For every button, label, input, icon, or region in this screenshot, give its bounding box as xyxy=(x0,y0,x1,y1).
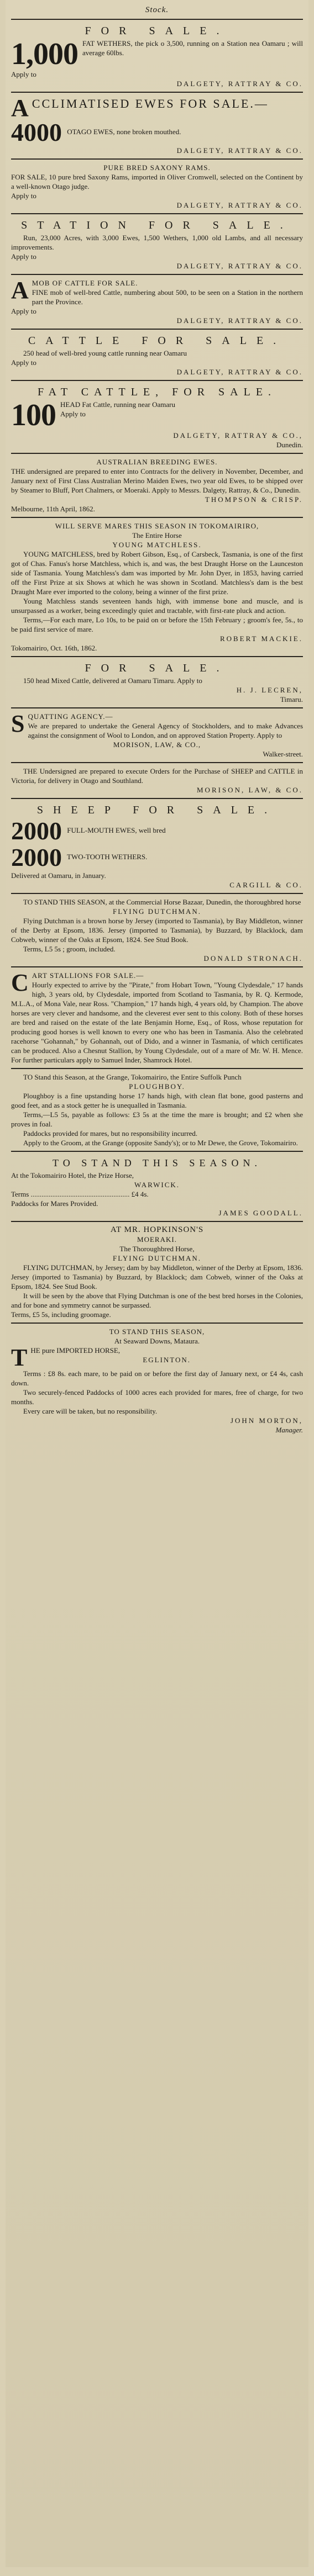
ad-otago-ewes xyxy=(11,96,303,155)
divider xyxy=(11,966,303,967)
ad-terms: Terms : £8 8s. each mare, to be paid on or before the first day of January next, or £4 4s, cash down. xyxy=(11,1369,303,1387)
ad-heading: PURE BRED SAXONY RAMS. xyxy=(103,163,211,172)
ad-heading: CATTLE FOR SALE. xyxy=(28,335,286,347)
ad-signature: THOMPSON & CRISP. xyxy=(205,495,303,504)
ad-pedigree: Flying Dutchman is a brown horse by Jersey (imported to Tasmania), by Bay Middleton, winner of the Derby at Epsom, 1836. Jersey (imported to Tasmania), by Buzzard, by Blacklock, dam Cobweb, winner of the Oaks at Epsom, 1824. See Stud Book. xyxy=(11,917,303,944)
divider xyxy=(11,1068,303,1069)
ad-eglinton xyxy=(11,1327,303,1435)
ad-heading: AUSTRALIAN BREEDING EWES. xyxy=(96,458,218,466)
ad-fat-cattle xyxy=(11,384,303,449)
ad-dropcap: A xyxy=(11,94,29,121)
horse-name: FLYING DUTCHMAN. xyxy=(113,1254,201,1262)
ad-signature: DALGETY, RATTRAY & CO. xyxy=(176,368,303,376)
ad-signature: H. J. LECREN, xyxy=(236,686,303,694)
ad-cattle-sale xyxy=(11,333,303,377)
ad-mob-cattle xyxy=(11,278,303,325)
ad-paddocks: Paddocks for Mares Provided. xyxy=(11,1199,98,1208)
horse-name: YOUNG MATCHLESS. xyxy=(112,541,202,549)
ad-signature: JAMES GOODALL. xyxy=(218,1209,303,1217)
ad-heading: SHEEP FOR SALE. xyxy=(36,804,278,816)
ad-title: Manager. xyxy=(275,1426,303,1434)
ad-place: Dunedin. xyxy=(276,441,303,449)
ad-breeding-ewes xyxy=(11,457,303,514)
ad-place: Timaru. xyxy=(280,695,303,703)
ad-number: 2000 xyxy=(11,843,62,871)
divider xyxy=(11,274,303,275)
divider xyxy=(11,517,303,518)
ad-paddocks: Two securely-fenced Paddocks of 1000 acres each provided for mares, free of charge, for two months. xyxy=(11,1388,303,1406)
ad-heading: FAT CATTLE, FOR SALE. xyxy=(37,386,277,398)
ad-body: HEAD Fat Cattle, running near Oamaru xyxy=(60,400,175,409)
ad-flying-dutchman-dunedin xyxy=(11,897,303,963)
ad-signature: DALGETY, RATTRAY & CO. xyxy=(176,146,303,155)
ad-signature: DALGETY, RATTRAY & CO. xyxy=(176,80,303,88)
ad-ploughboy xyxy=(11,1072,303,1147)
ad-place-date: Melbourne, 11th April, 1862. xyxy=(11,505,95,513)
ad-cart-stallions xyxy=(11,971,303,1065)
ad-heading: AT MR. HOPKINSON'S xyxy=(110,1225,204,1234)
ad-heading: FOR SALE. xyxy=(85,25,229,37)
ad-body: 150 head Mixed Cattle, delivered at Oamaru Timaru. Apply to xyxy=(23,676,202,685)
ad-body: FOR SALE, 10 pure bred Saxony Rams, imported in Oliver Cromwell, selected on the Continent by a well-known Otago judge. xyxy=(11,173,303,191)
divider xyxy=(11,656,303,657)
ad-number: 4000 xyxy=(11,118,62,146)
ad-heading: THE Undersigned are prepared to execute Orders for the Purchase of SHEEP and CATTLE in Victoria, for delivery in Otago and Southland. xyxy=(11,767,303,785)
ad-terms: Terms,—For each mare, Lo 10s, to be paid on or before the 15th February ; groom's fee, 5s., to be paid first service of mare. xyxy=(11,616,303,633)
ad-apply: Apply to xyxy=(11,358,36,367)
divider xyxy=(11,1323,303,1324)
ad-terms: Terms, £5 5s, including groomage. xyxy=(11,1310,111,1319)
ad-line: TWO-TOOTH WETHERS. xyxy=(67,852,148,861)
divider xyxy=(11,213,303,214)
divider xyxy=(11,380,303,381)
ad-paddocks: Paddocks provided for mares, but no responsibility incurred. xyxy=(23,1129,198,1138)
ad-signature: DALGETY, RATTRAY & CO. xyxy=(176,201,303,209)
ad-heading: TO Stand this Season, at the Grange, Tokomairiro, the Entire Suffolk Punch xyxy=(23,1073,242,1081)
ad-signature: CARGILL & CO. xyxy=(229,881,303,889)
ad-signature: DONALD STRONACH. xyxy=(203,954,303,962)
ad-terms-label: Terms xyxy=(11,1190,29,1198)
ad-heading: FOR SALE. xyxy=(85,662,229,674)
ad-intro: HE pure IMPORTED HORSE, xyxy=(30,1346,121,1355)
ad-squatting-agency xyxy=(11,712,303,759)
ad-signature: MORISON, LAW, & CO., xyxy=(113,740,201,749)
ad-heading: WILL SERVE MARES THIS SEASON IN TOKOMAIRIRO, xyxy=(55,522,259,530)
ad-signature: MORISON, LAW, & CO. xyxy=(197,786,303,794)
horse-name: FLYING DUTCHMAN. xyxy=(113,907,201,916)
ad-body: Run, 23,000 Acres, with 3,000 Ewes, 1,500 Wethers, 1,000 old Lambs, and all necessary improvements. xyxy=(11,234,303,251)
ad-description: Ploughboy is a fine upstanding horse 17 hands high, with clean flat bone, good pasterns and good feet, and as a stock getter he is unequalled in Tasmania. xyxy=(11,1092,303,1109)
ad-body: FAT WETHERS, the pick o 3,500, running on a Station nea Oamaru ; will average 60lbs. xyxy=(82,39,303,57)
ad-dropcap: A xyxy=(11,277,29,304)
ad-heading: STATION FOR SALE. xyxy=(21,219,293,231)
horse-name: WARWICK. xyxy=(134,1181,180,1189)
divider xyxy=(11,707,303,708)
ad-delivery: Delivered at Oamaru, in January. xyxy=(11,871,106,880)
ad-terms: Terms, L5 5s ; groom, included. xyxy=(23,945,116,953)
ad-flying-dutchman-moeraki xyxy=(11,1225,303,1319)
divider xyxy=(11,762,303,763)
ad-body: OTAGO EWES, none broken mouthed. xyxy=(67,127,181,136)
ad-pedigree: YOUNG MATCHLESS, bred by Robert Gibson, Esq., of Carsbeck, Tasmania, is one of the first got of Chas. Fanus's horse Matchless, which is, and was, the best Draught Horse on the Launceston side of Tasmania. Young Matchless's dam was imported by Mr. John Dyer, in 1853, having carried off the First Prize at six Shows at which he was shown in Scotland. Matchless's dam is the best Draught Mare ever imported to the colony, being a winner of the first prize. xyxy=(11,550,303,596)
ad-number: 100 xyxy=(11,398,56,432)
ad-place: MOERAKI. xyxy=(137,1235,177,1244)
ad-terms: Terms,—L5 5s, payable as follows: £3 5s at the time the mare is brought; and £2 when she proves in foal. xyxy=(11,1110,303,1128)
divider xyxy=(11,329,303,330)
ad-number: 1,000 xyxy=(11,37,78,71)
ad-young-matchless xyxy=(11,521,303,653)
ad-dropcap: C xyxy=(11,969,29,996)
ad-description: Young Matchless stands seventeen hands high, with immense bone and muscle, and is unsurpassed as a worker, being exceedingly quiet and tractable, with first-rate pluck and action. xyxy=(11,597,303,615)
divider xyxy=(11,1151,303,1152)
ad-dropcap: T xyxy=(11,1344,28,1371)
ad-sheep-sale xyxy=(11,802,303,890)
ad-heading: MOB OF CATTLE FOR SALE. xyxy=(32,279,138,287)
ad-place: Walker-street. xyxy=(263,750,303,758)
horse-name: EGLINTON. xyxy=(143,1356,191,1364)
ad-body: THE undersigned are prepared to enter into Contracts for the delivery in November, December, and January next of First Class Australian Merino Maiden Ewes, two year old Ewes, to be shipped over by Steamer to Bluff, Port Chalmers, or Moeraki. Apply to Messrs. Dalgety, Rattray, & Co., Dunedin. xyxy=(11,467,303,494)
ad-apply: Apply to xyxy=(11,192,36,200)
ad-apply: Apply to xyxy=(60,410,86,418)
ad-purchase-orders xyxy=(11,766,303,795)
ad-apply: Apply to the Groom, at the Grange (opposite Sandy's); or to Mr Dewe, the Grove, Tokomairiro. xyxy=(23,1139,298,1147)
ad-signature: ROBERT MACKIE. xyxy=(219,634,303,643)
ad-location: At Seaward Downs, Mataura. xyxy=(114,1337,200,1345)
ad-signature: JOHN MORTON, xyxy=(230,1416,303,1425)
ad-saxony-rams xyxy=(11,163,303,210)
divider xyxy=(11,19,303,20)
horse-name: PLOUGHBOY. xyxy=(129,1082,185,1091)
ad-apply: Apply to xyxy=(11,307,36,315)
ad-fat-wethers xyxy=(11,23,303,88)
divider xyxy=(11,92,303,93)
ad-body: Hourly expected to arrive by the "Pirate," from Hobart Town, "Young Clydesdale," 17 hands high, 3 years old, by Clydesdale, imported from Scotland to Tasmania, by R. Q. Kermode, M.L.A., of Mona Vale, near Ross. "Champion," 17 hands high, 4 years old, by Champion. The above horses are very clever and handsome, and the cleverest ever sent to this colony. Both of these horses are bred and raised on the estate of the late Benjamin Horne, Esq., of Ross, whose reputation for producing good horses is well known to every one who has been in Tasmania. Also the celebrated racehorse "Gohannah," by Gohannah, out of Dido, and a winner in Tasmania, of which certificates can be produced. Also a Chesnut Stallion, by Young Clydesdale, out of a mare of Mr. W. H. Mence. For further particulars apply to Samuel Inder, Shamrock Hotel. xyxy=(11,981,303,1064)
ad-body: We are prepared to undertake the General Agency of Stockholders, and to make Advances against the consignment of Wool to London, and on approved Station Property. Apply to xyxy=(28,722,303,739)
ad-mixed-cattle xyxy=(11,660,303,704)
ad-apply: Apply to xyxy=(11,70,36,78)
ad-heading: CCLIMATISED EWES FOR SALE.— xyxy=(32,97,269,110)
ad-responsibility: Every care will be taken, but no responsibility. xyxy=(23,1407,158,1415)
ad-description: It will be seen by the above that Flying Dutchman is one of the best bred horses in the Colonies, and for bone and symmetry cannot be surpassed. xyxy=(11,1292,303,1309)
ad-signature: DALGETY, RATTRAY & CO. xyxy=(176,316,303,325)
divider xyxy=(11,158,303,160)
ad-body: 250 head of well-bred young cattle running near Oamaru xyxy=(23,349,187,357)
ad-heading: QUATTING AGENCY.— xyxy=(28,712,113,721)
ad-subheading: The Thoroughbred Horse, xyxy=(119,1245,195,1253)
ad-warwick: TO STAND THIS SEASON. At the Tokomairiro Hotel, the Prize Horse, WARWICK. Terms ....................................................... £4 4s. Paddocks for Mares Provided. JAMES GOODALL. xyxy=(11,1155,303,1218)
divider xyxy=(11,798,303,799)
ad-heading: TO STAND THIS SEASON, xyxy=(109,1327,205,1336)
ad-signature: DALGETY, RATTRAY & CO., xyxy=(173,431,303,440)
ad-heading: TO STAND THIS SEASON. xyxy=(53,1157,261,1168)
ad-signature: DALGETY, RATTRAY & CO. xyxy=(176,262,303,270)
ad-terms-value: £4 4s. xyxy=(131,1190,149,1198)
ad-number: 2000 xyxy=(11,817,62,845)
ad-heading: TO STAND THIS SEASON, at the Commercial Horse Bazaar, Dunedin, the thoroughbred horse xyxy=(23,898,301,906)
ad-subheading: The Entire Horse xyxy=(132,531,182,539)
section-header: Stock. xyxy=(145,6,169,14)
ad-place-date: Tokomairiro, Oct. 16th, 1862. xyxy=(11,644,97,652)
divider xyxy=(11,893,303,894)
divider xyxy=(11,453,303,454)
ad-body: FINE mob of well-bred Cattle, numbering about 500, to be seen on a Station in the northern part the Province. xyxy=(32,288,303,306)
ad-pedigree: FLYING DUTCHMAN, by Jersey; dam by bay Middleton, winner of the Derby at Epsom, 1836. Jersey (imported to Tasmania) by Buzzard, by Blacklock; dam Cobweb, winner of the Oaks at Epsom, 1824. See Stud Book. xyxy=(11,1263,303,1290)
ad-apply: Apply to xyxy=(11,252,36,261)
newspaper-column xyxy=(6,0,308,2567)
divider xyxy=(11,1221,303,1222)
ad-line: FULL-MOUTH EWES, well bred xyxy=(67,826,166,834)
ad-location: At the Tokomairiro Hotel, the Prize Horse, xyxy=(11,1171,134,1179)
ad-station xyxy=(11,218,303,271)
ad-dropcap: S xyxy=(11,710,25,737)
ad-heading: ART STALLIONS FOR SALE.— xyxy=(32,971,144,980)
